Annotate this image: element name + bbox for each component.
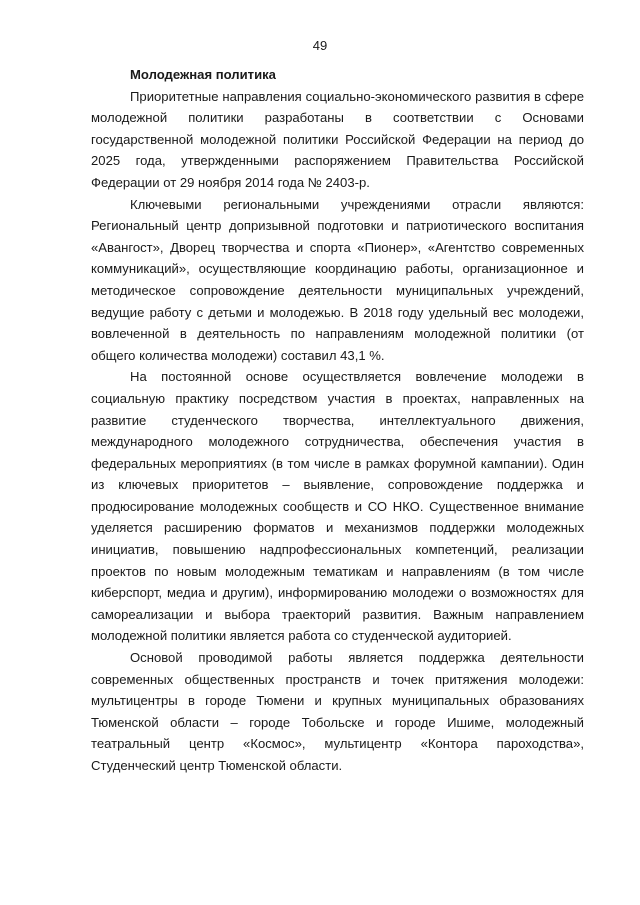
section-heading: Молодежная политика: [130, 67, 276, 82]
paragraph-key-institutions: Ключевыми региональными учреждениями отрасли являются: Региональный центр допризывной подготовки и патриотического воспитания «Авангост», Дворец творчества и спорта «Пионер», «Агентство современных коммуникаций», осуществляющие координацию работы, организационное и методическое сопровождение деятельности муниципальных учреждений, ведущие работу с детьми и молодежью. В 2018 году удельный вес молодежи, вовлеченной в деятельность по направлениям молодежной политики (от общего количества молодежи) составил 43,1 %.: [91, 196, 584, 363]
paragraph-youth-involvement: На постоянной основе осуществляется вовлечение молодежи в социальную практику посредством участия в проектах, направленных на развитие студенческого творчества, интеллектуального движения, международного молодежного сотрудничества, обеспечения участия в федеральных мероприятиях (в том числе в рамках форумной кампании). Один из ключевых приоритетов – выявление, сопровождение поддержка и продюсирование молодежных сообществ и СО НКО. Существенное внимание уделяется расширению форматов и механизмов поддержки молодежных инициатив, повышению надпрофессиональных компетенций, реализации проектов по новым молодежным тематикам и направлениям (в том числе киберспорт, медиа и другим), информированию молодежи о возможностях для самореализации и выбора траекторий развития. Важным направлением молодежной политики является работа со студенческой аудиторией.: [91, 369, 584, 644]
section-youth-policy: [91, 64, 584, 777]
page-number: 49: [312, 38, 328, 53]
paragraph-priorities: Приоритетные направления социально-экономического развития в сфере молодежной политики разработаны в соответствии с Основами государственной молодежной политики Российской Федерации на период до 2025 года, утвержденными распоряжением Правительства Российской Федерации от 29 ноября 2014 года № 2403-р.: [91, 88, 584, 190]
paragraph-public-spaces: Основой проводимой работы является поддержка деятельности современных общественных пространств и точек притяжения молодежи: мультицентры в городе Тюмени и крупных муниципальных образованиях Тюменской области – городе Тобольске и городе Ишиме, молодежный театральный центр «Космос», мультицентр «Контора пароходства», Студенческий центр Тюменской области.: [91, 650, 584, 773]
